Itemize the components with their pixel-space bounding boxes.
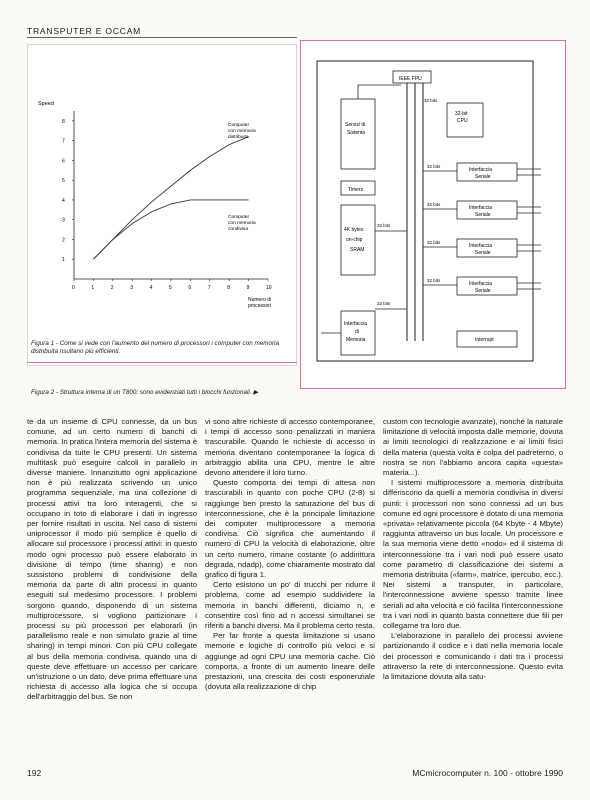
bus-label-sram: 32 bits (377, 223, 391, 228)
serial-links (423, 163, 541, 295)
cpu-label-2: CPU (457, 118, 468, 124)
caption-rule (27, 362, 297, 363)
curve1-label-3: distribuita (228, 135, 249, 140)
system-label-1: Servizi di (345, 122, 366, 128)
serial-bus-label: 32 bits (427, 278, 441, 283)
t800-diagram (301, 41, 565, 388)
x-tick-label: 7 (207, 285, 211, 291)
figure-1 (27, 44, 297, 366)
paragraph: L'elaborazione in parallelo dei processi avviene partizionando il codice e i dati nella memoria locale dei processori e comunicando i dati tra i processi attraverso la rete di interconnessione. Questo evita la limitazione dovuta alla satu- (383, 631, 563, 682)
paragraph: Per far fronte a questa limitazione si usano memorie e logiche di controllo più veloci e si aggiunge ad ogni CPU una memoria cache. Ciò comporta, a fronte di un aumento lineare delle prestazioni, una crescita dei costi esponenziale (dovuta alla realizzazione di chip (205, 631, 375, 692)
series-line-1 (93, 137, 248, 260)
sram-label-1: 4K bytes (344, 227, 364, 233)
x-ticks (72, 279, 272, 291)
running-header: TRANSPUTER E OCCAM (27, 26, 142, 36)
serial-label-1: Interfaccia (469, 167, 493, 173)
serial-bus-label: 32 bits (427, 164, 441, 169)
y-tick-label: 6 (62, 158, 65, 165)
y-tick-label: 5 (62, 178, 65, 185)
curve2-label-1: Computer (228, 215, 250, 220)
magazine-footer: MCmicrocomputer n. 100 - ottobre 1990 (412, 768, 563, 778)
x-tick-label: 8 (227, 285, 230, 291)
curve1-label-1: Computer (228, 123, 250, 128)
paragraph: te da un insieme di CPU connesse, da un bus comune, ad un certo numero di banchi di memoria. In pratica l'intera memoria del sistema è condivisa da tutte le CPU presenti. Un sistema multitask può eseguire calcoli in parallelo in diverse maniere. Innanzitutto ogni applicazione non è più realizzata scrivendo un unico programma sequenziale, ma una collezione di processi attivi tra loro interagenti, che si occupano in toto di elaborare i dati in ingresso per fornire risultati in uscita. Nel caso di sistemi uniprocessor il modo più semplice è quello di allocare sul processore i processi attivi: in questo modo ogni processo può essere elaborato in divisione di tempo (time sharing) e non sussistono problemi di condivisione della memoria da parte di altri processi in quanto eseguiti sul medesimo processore. I problemi sorgono quando, disponendo di un sistema multiprocessore, si vogliono partizionare i processi su più processori per elaborarli (in parallelismo reale e non simulato grazie al time sharing) in tempi minori. Con più CPU collegate al bus della memoria condivisa, quando una di queste deve effettuare un accesso per caricare un'istruzione o un dato, deve prima effettuare una richiesta di accesso alla logica che si occupa dell'arbitraggio del bus. Se non (27, 417, 197, 702)
paragraph: I sistemi multiprocessore a memoria distribuita differiscono da quelli a memoria condivisa in diversi punti: i processori non sono connessi ad un bus comune ed ogni processore è dotato di una memoria «privata» relativamente piccola (64 Kbyte - 4 Mbyte) raggiunta attraverso un bus locale. Un processore e la sua memoria viene detto «nodo» ed il sistema di interconnessione tra i vari nodi può essere usato come parametro di classificazione dei sistemi a memoria distribuita («farm», matrice, ipercubo, ecc.). Nei sistemi a transputer, in particolare, l'interconnessione avviene spesso tramite linee seriali ad alta velocità e ciò facilita l'interconnessione tra i vari nodi in quanto basta connettere due fili per collegarne tra loro due. (383, 478, 563, 631)
serial-label-1: Interfaccia (469, 205, 493, 211)
serial-label-2: Seriale (475, 174, 491, 180)
x-tick-label: 5 (169, 285, 172, 291)
figure-2 (300, 40, 566, 389)
page-number: 192 (27, 768, 42, 778)
y-tick-label: 3 (62, 217, 65, 224)
y-tick-label: 8 (62, 118, 65, 125)
figure-2-caption: Figura 2 - Struttura interna di un T800: sono evidenziati tutti i blocchi funzionali. ▶ (31, 389, 259, 396)
bus-label-cpu: 32 bits (424, 98, 438, 103)
memory-label-1: Interfaccia (344, 321, 368, 327)
curve2-label-3: condivisa (228, 227, 248, 232)
text-column-1 (27, 417, 197, 703)
y-ticks (62, 119, 74, 263)
series-group (93, 137, 248, 260)
memory-label-3: Memoria (346, 337, 366, 343)
y-axis-label: Speed (38, 101, 54, 107)
paragraph: custom con tecnologie avanzate), nonché la naturale limitazione di velocità imposta dalle memorie, dovuta ai limiti tecnologici di realizzazione e ai limiti fisici della materia (questa volta è colpa del padreterno, o nostra se non l'abbiamo ancora capita «questa» materia...). (383, 417, 563, 478)
cpu-label-1: 32-bit (455, 111, 468, 117)
curve2-label-2: con memoria (228, 221, 256, 226)
x-axis-label-line1: Numero di (248, 297, 272, 303)
serial-label-2: Seriale (475, 212, 491, 218)
interrupt-label: Interrupt (475, 337, 494, 343)
y-tick-label: 2 (62, 237, 65, 244)
text-column-3 (383, 417, 563, 682)
serial-label-2: Seriale (475, 250, 491, 256)
serial-label-1: Interfaccia (469, 243, 493, 249)
header-rule (27, 37, 297, 38)
x-tick-label: 2 (110, 285, 114, 291)
x-tick-label: 3 (130, 285, 133, 291)
x-tick-label: 4 (149, 285, 153, 291)
y-tick-label: 7 (62, 138, 65, 145)
fpu-label: IEEE FPU (399, 76, 422, 82)
series-line-2 (93, 200, 248, 259)
x-tick-label: 0 (72, 285, 75, 291)
memory-label-2: di (355, 329, 359, 335)
sram-label-2: on-chip (346, 237, 363, 243)
paragraph: Certo esistono un po' di trucchi per ridurre il problema, come ad esempio suddividere la memoria in banchi differenti, diciamo n, e consentire così fino ad n accessi simultanei se riferiti a banchi diversi. Ma il problema certo resta. (205, 580, 375, 631)
figure-1-caption: Figura 1 - Come si vede con l'aumento del numero di processori i computer con memoria distribuita risultano più efficienti. (31, 340, 279, 355)
serial-label-2: Seriale (475, 288, 491, 294)
paragraph: vi sono altre richieste di accesso contemporanee, i tempi di accesso sono penalizzati in maniera trascurabile. Quando le richieste di accesso in memoria diventano contemporanee la logica di arbitraggio abilita una CPU, mentre le altre devono attendere il loro turno. (205, 417, 375, 478)
serial-bus-label: 32 bits (427, 202, 441, 207)
x-tick-label: 10 (266, 285, 272, 291)
bus-label-memory: 32 bits (377, 301, 391, 306)
x-tick-label: 1 (91, 285, 95, 291)
timers-label: Timers (348, 187, 364, 193)
x-tick-label: 6 (188, 285, 192, 291)
figure-1-chart (28, 45, 296, 345)
sram-label-3: SRAM (350, 247, 365, 253)
x-axis-label-line2: processori (248, 303, 272, 309)
serial-label-1: Interfaccia (469, 281, 493, 287)
x-tick-label: 9 (246, 285, 250, 291)
y-tick-label: 4 (62, 197, 65, 204)
y-tick-label: 1 (62, 257, 65, 264)
system-label-2: Sistema (347, 130, 366, 136)
curve1-label-2: con memoria (228, 129, 256, 134)
paragraph: Questo comporta dei tempi di attesa non trascurabili in quanto con poche CPU (2-8) si raggiunge ben presto la saturazione del bus di interconnessione, che è la principale limitazione dei computer multiprocessore a memoria condivisa. Ciò significa che aumentando il numero di CPU la velocità di elaborazione, oltre un certo numero, rimane costante (o addirittura degrada, ndadp), come chiaramente mostrato dal grafico di figura 1. (205, 478, 375, 580)
text-column-2 (205, 417, 375, 692)
serial-bus-label: 32 bits (427, 240, 441, 245)
